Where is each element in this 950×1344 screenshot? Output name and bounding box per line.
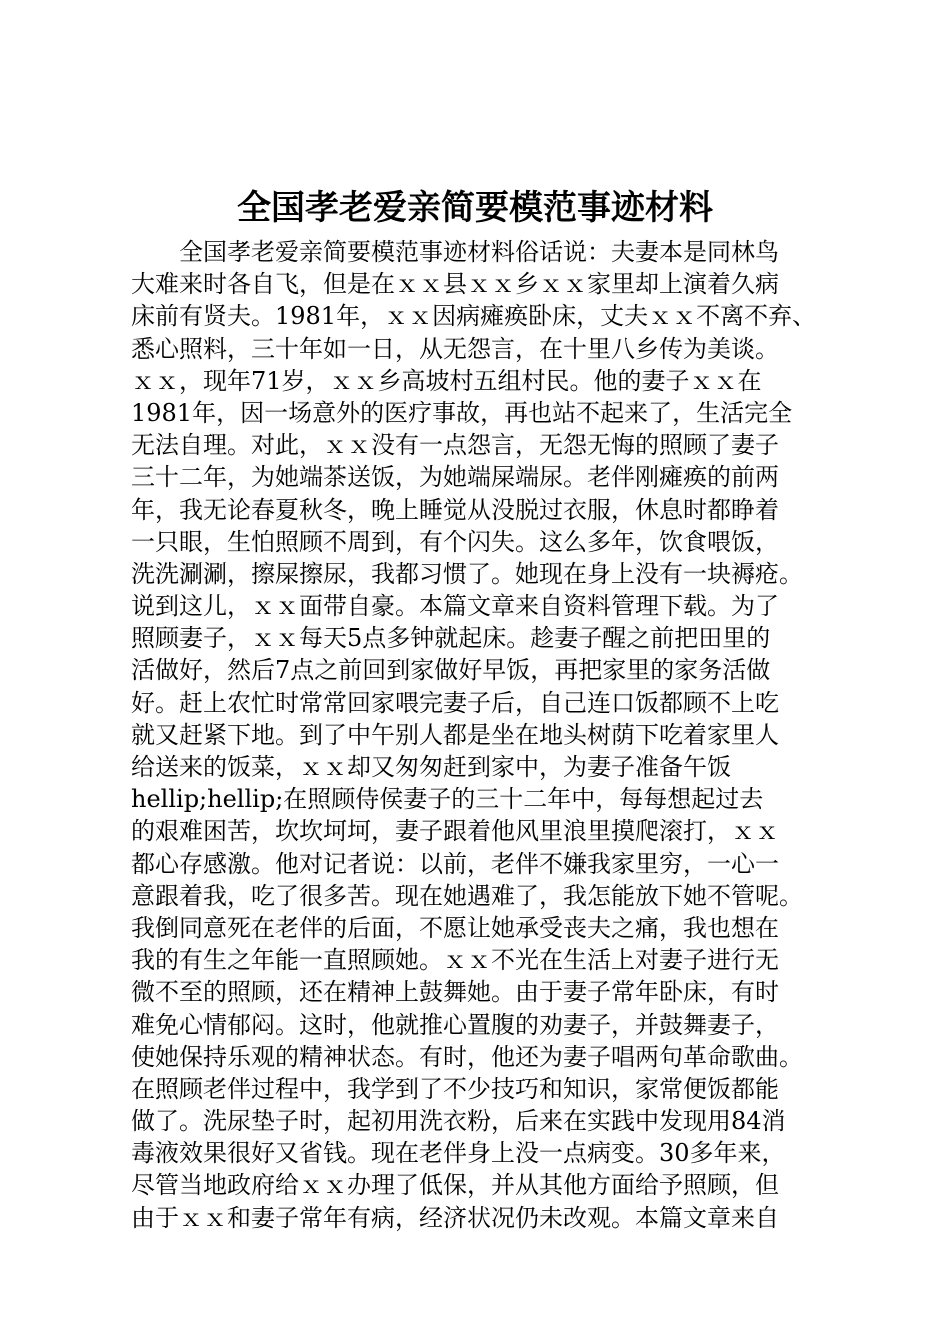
document-body [131,236,841,1234]
body-line: 说到这儿，ｘｘ面带自豪。本篇文章来自资料管理下载。为了 [131,592,779,621]
body-line: 年，我无论春夏秋冬，晚上睡觉从没脱过衣服，休息时都睁着 [131,495,779,524]
document-title: 全国孝老爱亲简要模范事迹材料 [237,188,713,228]
body-line: 给送来的饭菜，ｘｘ却又匆匆赶到家中，为妻子准备午饭 [131,753,731,781]
body-line: 我的有生之年能一直照顾她。ｘｘ不光在生活上对妻子进行无 [131,946,779,975]
body-line: 全国孝老爱亲简要模范事迹材料俗话说：夫妻本是同林鸟 [131,238,779,266]
body-line: 1981年，因一场意外的医疗事故，再也站不起来了，生活完全 [131,398,793,427]
body-line: 一只眼，生怕照顾不周到，有个闪失。这么多年，饮食喂饭， [131,527,779,556]
body-line: 在照顾老伴过程中，我学到了不少技巧和知识，家常便饭都能 [131,1074,779,1103]
body-line: 我倒同意死在老伴的后面，不愿让她承受丧夫之痛，我也想在 [131,913,779,942]
body-line: 由于ｘｘ和妻子常年有病，经济状况仍未改观。本篇文章来自 [131,1203,779,1232]
body-line: 毒液效果很好又省钱。现在老伴身上没一点病变。30多年来， [131,1139,786,1168]
body-line: 床前有贤夫。1981年，ｘｘ因病瘫痪卧床，丈夫ｘｘ不离不弃、 [131,302,817,331]
body-line: 洗洗涮涮，擦屎擦尿，我都习惯了。她现在身上没有一块褥疮。 [131,559,803,588]
body-line: 使她保持乐观的精神状态。有时，他还为妻子唱两句革命歌曲。 [131,1042,803,1071]
body-line: 就又赶紧下地。到了中午别人都是坐在地头树荫下吃着家里人 [131,720,779,749]
body-line: 悉心照料，三十年如一日，从无怨言，在十里八乡传为美谈。 [131,334,779,363]
body-line: 的艰难困苦，坎坎坷坷，妻子跟着他风里浪里摸爬滚打，ｘｘ [131,817,779,846]
body-line: hellip;hellip;在照顾侍侯妻子的三十二年中，每每想起过去 [131,785,764,814]
body-line: 照顾妻子，ｘｘ每天5点多钟就起床。趁妻子醒之前把田里的 [131,624,771,653]
body-line: 意跟着我，吃了很多苦。现在她遇难了，我怎能放下她不管呢。 [131,881,803,910]
body-line: 难免心情郁闷。这时，他就推心置腹的劝妻子，并鼓舞妻子， [131,1010,779,1039]
body-line: 微不至的照顾，还在精神上鼓舞她。由于妻子常年卧床，有时 [131,978,779,1007]
body-line: 活做好，然后7点之前回到家做好早饭，再把家里的家务活做 [131,656,771,685]
body-line: 都心存感激。他对记者说：以前，老伴不嫌我家里穷，一心一 [131,849,779,878]
body-line: 大难来时各自飞，但是在ｘｘ县ｘｘ乡ｘｘ家里却上演着久病 [131,270,779,299]
body-line: 好。赶上农忙时常常回家喂完妻子后，自己连口饭都顾不上吃 [131,688,779,717]
body-line: 做了。洗尿垫子时，起初用洗衣粉，后来在实践中发现用84消 [131,1107,786,1136]
body-line: ｘｘ，现年71岁，ｘｘ乡高坡村五组村民。他的妻子ｘｘ在 [131,366,762,395]
body-line: 无法自理。对此，ｘｘ没有一点怨言，无怨无悔的照顾了妻子 [131,431,779,460]
body-line: 三十二年，为她端茶送饭，为她端屎端尿。老伴刚瘫痪的前两 [131,463,779,492]
body-line: 尽管当地政府给ｘｘ办理了低保，并从其他方面给予照顾，但 [131,1171,779,1200]
